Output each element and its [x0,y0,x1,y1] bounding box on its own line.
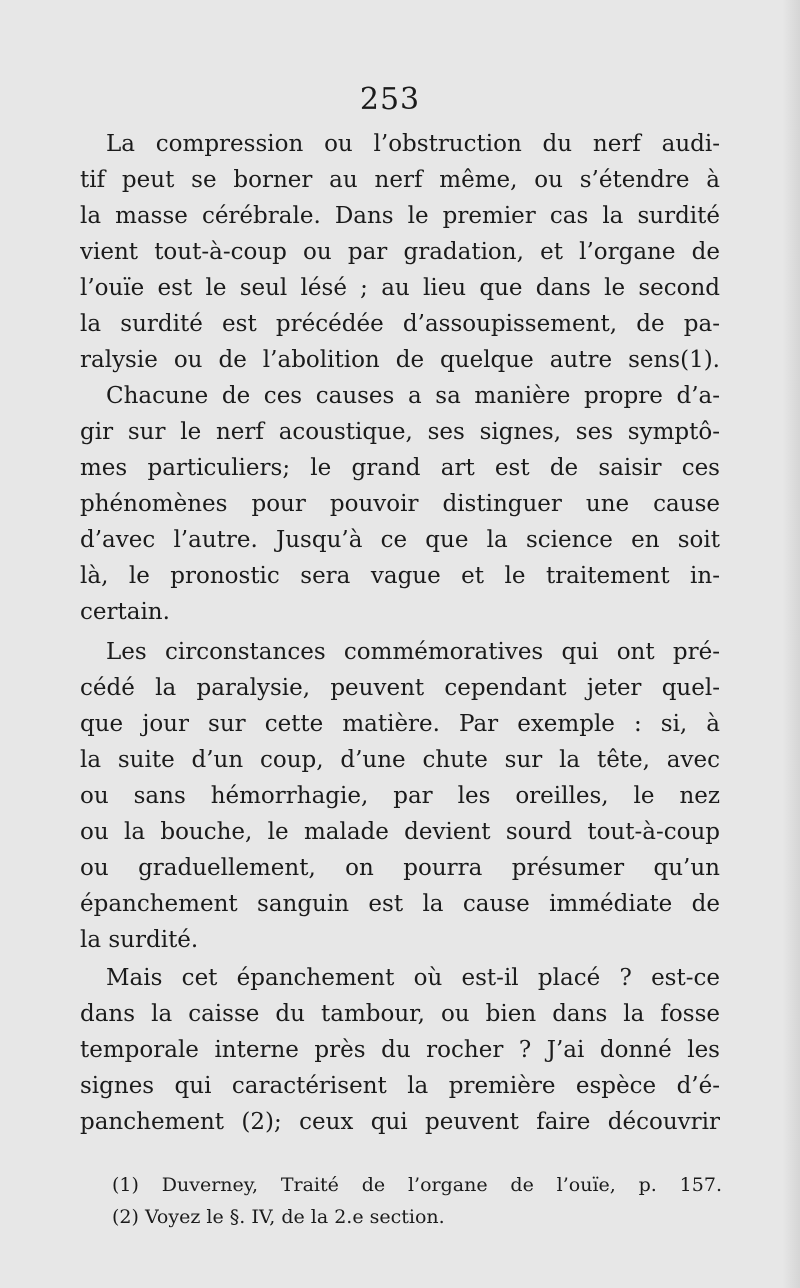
body-line: que jour sur cette matière. Par exemple : si, à [80,711,720,737]
body-line: Mais cet épanchement où est-il placé ? est-ce [106,965,720,991]
body-line: la masse cérébrale. Dans le premier cas la surdité [80,203,720,229]
body-line: temporale interne près du rocher ? J’ai donné les [80,1037,720,1063]
body-line: La compression ou l’obstruction du nerf audi- [106,131,720,157]
body-line: ou sans hémorrhagie, par les oreilles, le nez [80,783,720,809]
body-line: certain. [80,599,170,625]
body-line: ou graduellement, on pourra présumer qu’un [80,855,720,881]
body-line: mes particuliers; le grand art est de saisir ces [80,455,720,481]
body-line: signes qui caractérisent la première espèce d’é- [80,1073,720,1099]
body-line: la surdité. [80,927,199,953]
body-line: cédé la paralysie, peuvent cependant jeter quel- [80,675,720,701]
page-number: 253 [359,82,421,117]
body-line: Chacune de ces causes a sa manière propre d’a- [106,383,720,409]
page-edge-shadow [782,0,800,1288]
body-line: phénomènes pour pouvoir distinguer une cause [80,491,720,517]
body-line: épanchement sanguin est la cause immédiate de [80,891,720,917]
body-line: gir sur le nerf acoustique, ses signes, ses symptô- [80,419,720,445]
body-line: la suite d’un coup, d’une chute sur la tête, avec [80,747,720,773]
body-line: d’avec l’autre. Jusqu’à ce que la science en soit [80,527,720,553]
body-line: la surdité est précédée d’assoupissement, de pa- [80,311,720,337]
body-line: ralysie ou de l’abolition de quelque autre sens(1). [80,347,720,373]
footnote: (2) Voyez le §. IV, de la 2.e section. [112,1206,445,1228]
body-line: Les circonstances commémoratives qui ont pré- [106,639,720,665]
body-line: là, le pronostic sera vague et le traitement in- [80,563,720,589]
body-line: l’ouïe est le seul lésé ; au lieu que dans le second [80,275,720,301]
body-line: dans la caisse du tambour, ou bien dans la fosse [80,1001,720,1027]
body-line: vient tout-à-coup ou par gradation, et l’organe de [80,239,720,265]
body-line: panchement (2); ceux qui peuvent faire découvrir [80,1109,720,1135]
footnote: (1) Duverney, Traité de l’organe de l’ouïe, p. 157. [112,1174,722,1196]
body-line: tif peut se borner au nerf même, ou s’étendre à [80,167,720,193]
body-line: ou la bouche, le malade devient sourd tout-à-coup [80,819,720,845]
